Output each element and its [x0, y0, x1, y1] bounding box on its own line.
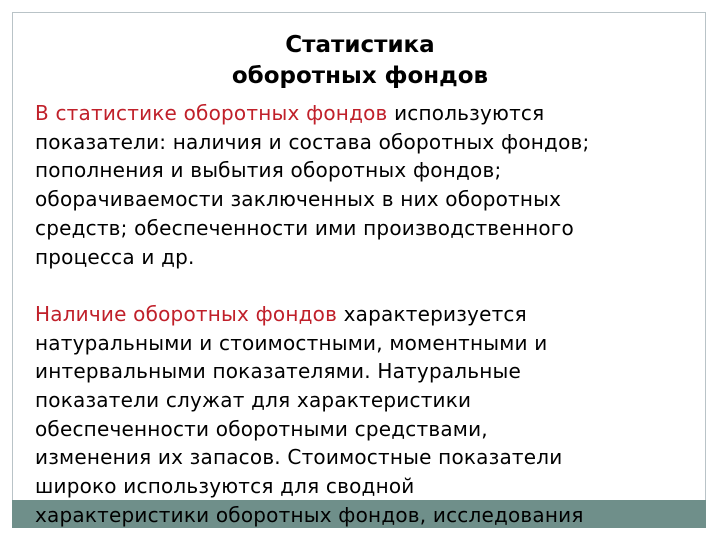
text-line: характеристики оборотных фондов, исследования: [35, 502, 584, 527]
text-line: изменения их запасов. Стоимостные показатели: [35, 445, 563, 470]
text-line: пополнения и выбытия оборотных фондов;: [35, 158, 502, 183]
paragraph-indicators: [35, 99, 705, 271]
line-text: используются: [387, 101, 545, 125]
text-line: широко используются для сводной: [35, 474, 415, 499]
line-text: характеризуется: [337, 301, 527, 326]
text-line: [35, 99, 705, 128]
text-line: показатели служат для характеристики: [35, 388, 472, 413]
text-line: интервальными показателями. Натуральные: [35, 359, 522, 384]
text-line: процесса и др.: [35, 244, 195, 269]
title-line-2: оборотных фондов: [231, 63, 489, 89]
paragraph-availability: [35, 300, 705, 530]
text-line: [35, 300, 705, 329]
text-line: натуральными и стоимостными, моментными и: [35, 330, 548, 355]
slide-title: [0, 30, 720, 92]
slide-body: [35, 99, 705, 530]
text-line: обеспеченности оборотными средствами,: [35, 416, 488, 441]
text-line: оборачиваемости заключенных в них оборотных: [35, 187, 562, 212]
title-line-1: Статистика: [285, 32, 435, 58]
accent-phrase: Наличие оборотных фондов: [35, 301, 338, 326]
text-line: показатели: наличия и состава оборотных фондов;: [35, 129, 590, 154]
text-line: средств; обеспеченности ими производственного: [35, 215, 574, 240]
accent-phrase: В статистике оборотных фондов: [35, 101, 388, 125]
